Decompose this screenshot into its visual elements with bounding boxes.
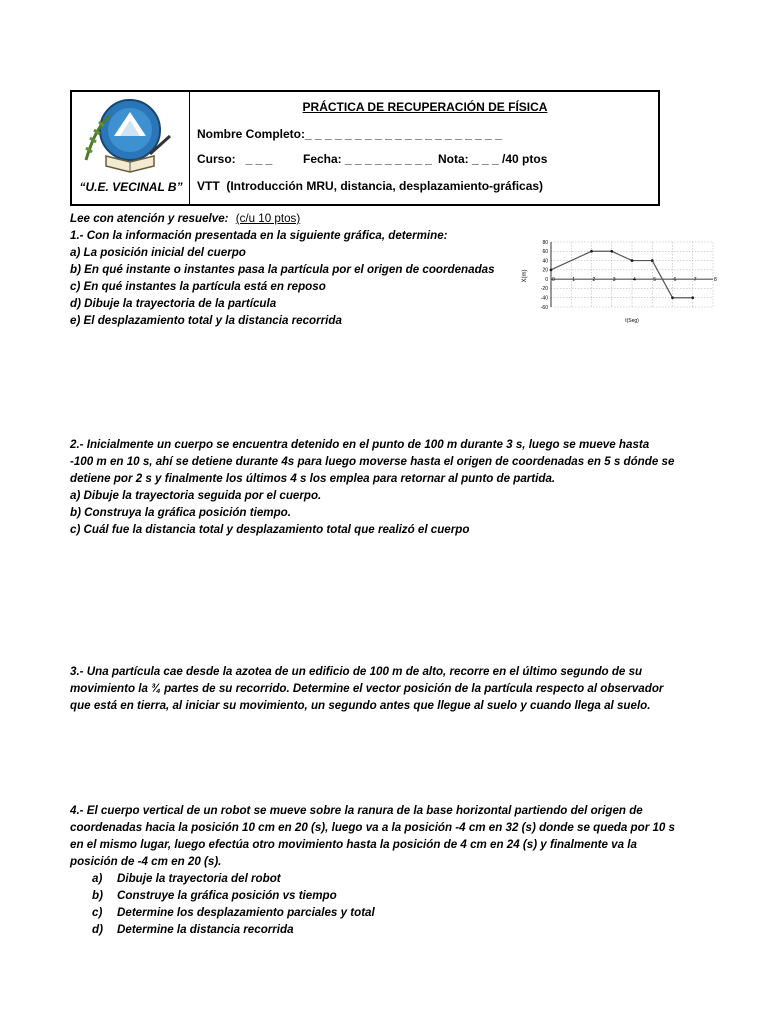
list-item xyxy=(92,870,592,887)
question-4 xyxy=(70,802,697,870)
data-point xyxy=(651,259,654,262)
y-tick-label: -60 xyxy=(540,304,548,311)
list-item-text: Construye la gráfica posición vs tiempo xyxy=(117,889,337,902)
x-tick-label: 6 xyxy=(673,276,677,283)
x-tick-label: 7 xyxy=(693,276,697,283)
chart-x-ticks xyxy=(552,277,717,283)
list-item xyxy=(92,904,592,921)
x-tick-label: 5 xyxy=(653,276,657,283)
data-point xyxy=(550,268,553,271)
question-1 xyxy=(70,227,520,329)
question-1-stem: 1.- Con la información presentada en la siguiente gráfica, determine: xyxy=(70,229,448,242)
list-item: a) La posición inicial del cuerpo xyxy=(70,246,246,259)
list-item: b) En qué instante o instantes pasa la partícula por el origen de coordenadas xyxy=(70,263,495,276)
date-field: Fecha: _ _ _ _ _ _ _ _ _ xyxy=(303,152,432,166)
list-item: a) Dibuje la trayectoria seguida por el cuerpo. xyxy=(70,489,322,502)
x-tick-label: 1 xyxy=(572,276,576,283)
question-4-items xyxy=(92,870,592,938)
list-item: e) El desplazamiento total y la distancia recorrida xyxy=(70,314,342,327)
list-item-label: c) xyxy=(92,906,103,919)
points-note: (c/u 10 ptos) xyxy=(235,212,301,225)
y-tick-label: 0 xyxy=(545,276,548,283)
list-item-text: Determine los desplazamiento parciales y total xyxy=(117,906,375,919)
list-item-text: Determine la distancia recorrida xyxy=(117,923,294,936)
list-item xyxy=(92,887,592,904)
data-point xyxy=(610,250,613,253)
vtt-topic: VTT (Introducción MRU, distancia, desplazamiento-gráficas) xyxy=(197,179,544,193)
question-2-line: -100 m en 10 s, ahí se detiene durante 4s para luego moverse hasta el origen de coordenadas en 5 s dónde se xyxy=(70,455,675,468)
chart-y-label: X(m) xyxy=(522,269,528,283)
list-item-text: Dibuje la trayectoria del robot xyxy=(117,872,281,885)
data-point xyxy=(590,250,593,253)
page-title: PRÁCTICA DE RECUPERACIÓN DE FÍSICA xyxy=(302,100,548,114)
question-3-line: que está en tierra, al iniciar su movimiento, un segundo antes que llegue al suelo y cuando llega al suelo. xyxy=(70,699,651,712)
list-item: c) Cuál fue la distancia total y desplazamiento total que realizó el cuerpo xyxy=(70,523,470,536)
y-tick-label: 20 xyxy=(542,267,548,274)
y-tick-label: -20 xyxy=(540,286,548,293)
x-tick-label: 0 xyxy=(552,276,555,283)
school-logo-icon xyxy=(78,96,178,176)
question-2 xyxy=(70,436,697,538)
y-tick-label: 40 xyxy=(542,258,548,265)
list-item: d) Dibuje la trayectoria de la partícula xyxy=(70,297,277,310)
question-3-line: movimiento la ¾ partes de su recorrido. Determine el vector posición de la partícula respecto al observador xyxy=(70,682,664,695)
y-tick-label: -40 xyxy=(540,295,548,302)
list-item xyxy=(92,921,592,938)
data-point xyxy=(691,296,694,299)
data-point xyxy=(671,296,674,299)
course-field: Curso: _ _ _ xyxy=(197,152,273,166)
y-tick-label: 60 xyxy=(542,249,548,256)
data-point xyxy=(631,259,634,262)
x-tick-label: 8 xyxy=(714,276,717,283)
x-tick-label: 3 xyxy=(612,276,616,283)
question-2-line: 2.- Inicialmente un cuerpo se encuentra detenido en el punto de 100 m durante 3 s, luego se mueve hasta xyxy=(70,438,650,451)
y-tick-label: 80 xyxy=(542,239,548,246)
chart-y-ticks xyxy=(541,240,548,311)
list-item-label: a) xyxy=(92,872,103,885)
list-item: b) Construya la gráfica posición tiempo. xyxy=(70,506,291,519)
question-3 xyxy=(70,663,697,714)
school-name: “U.E. VECINAL B” xyxy=(79,180,183,194)
grade-field: Nota: _ _ _ /40 ptos xyxy=(438,152,548,166)
question-4-line: posición de -4 cm en 20 (s). xyxy=(70,855,222,868)
position-time-chart xyxy=(520,236,720,326)
x-tick-label: 4 xyxy=(633,276,636,283)
list-item: c) En qué instantes la partícula está en reposo xyxy=(70,280,326,293)
question-4-line: coordenadas hacia la posición 10 cm en 20 (s), luego va a la posición -4 cm en 32 (s) donde se queda por 10 s xyxy=(70,821,676,834)
x-tick-label: 2 xyxy=(592,276,596,283)
question-3-line: 3.- Una partícula cae desde la azotea de un edificio de 100 m de alto, recorre en el último segundo de su xyxy=(70,665,643,678)
instructions xyxy=(70,210,300,227)
question-2-line: detiene por 2 s y finalmente los últimos 4 s los emplea para retornar al punto de partida. xyxy=(70,472,556,485)
instructions-text: Lee con atención y resuelve: xyxy=(70,212,229,225)
list-item-label: b) xyxy=(92,889,103,902)
name-field: Nombre Completo:_ _ _ _ _ _ _ _ _ _ _ _ _ _ _ _ _ _ _ _ xyxy=(197,127,502,141)
list-item-label: d) xyxy=(92,923,103,936)
question-4-line: en el mismo lugar, luego efectúa otro movimiento hasta la posición de 4 cm en 24 (s) y finalmente va la xyxy=(70,838,637,851)
question-4-line: 4.- El cuerpo vertical de un robot se mueve sobre la ranura de la base horizontal partiendo del origen de xyxy=(70,804,643,817)
chart-x-label: t(Seg) xyxy=(625,318,639,324)
series-line xyxy=(551,251,693,297)
